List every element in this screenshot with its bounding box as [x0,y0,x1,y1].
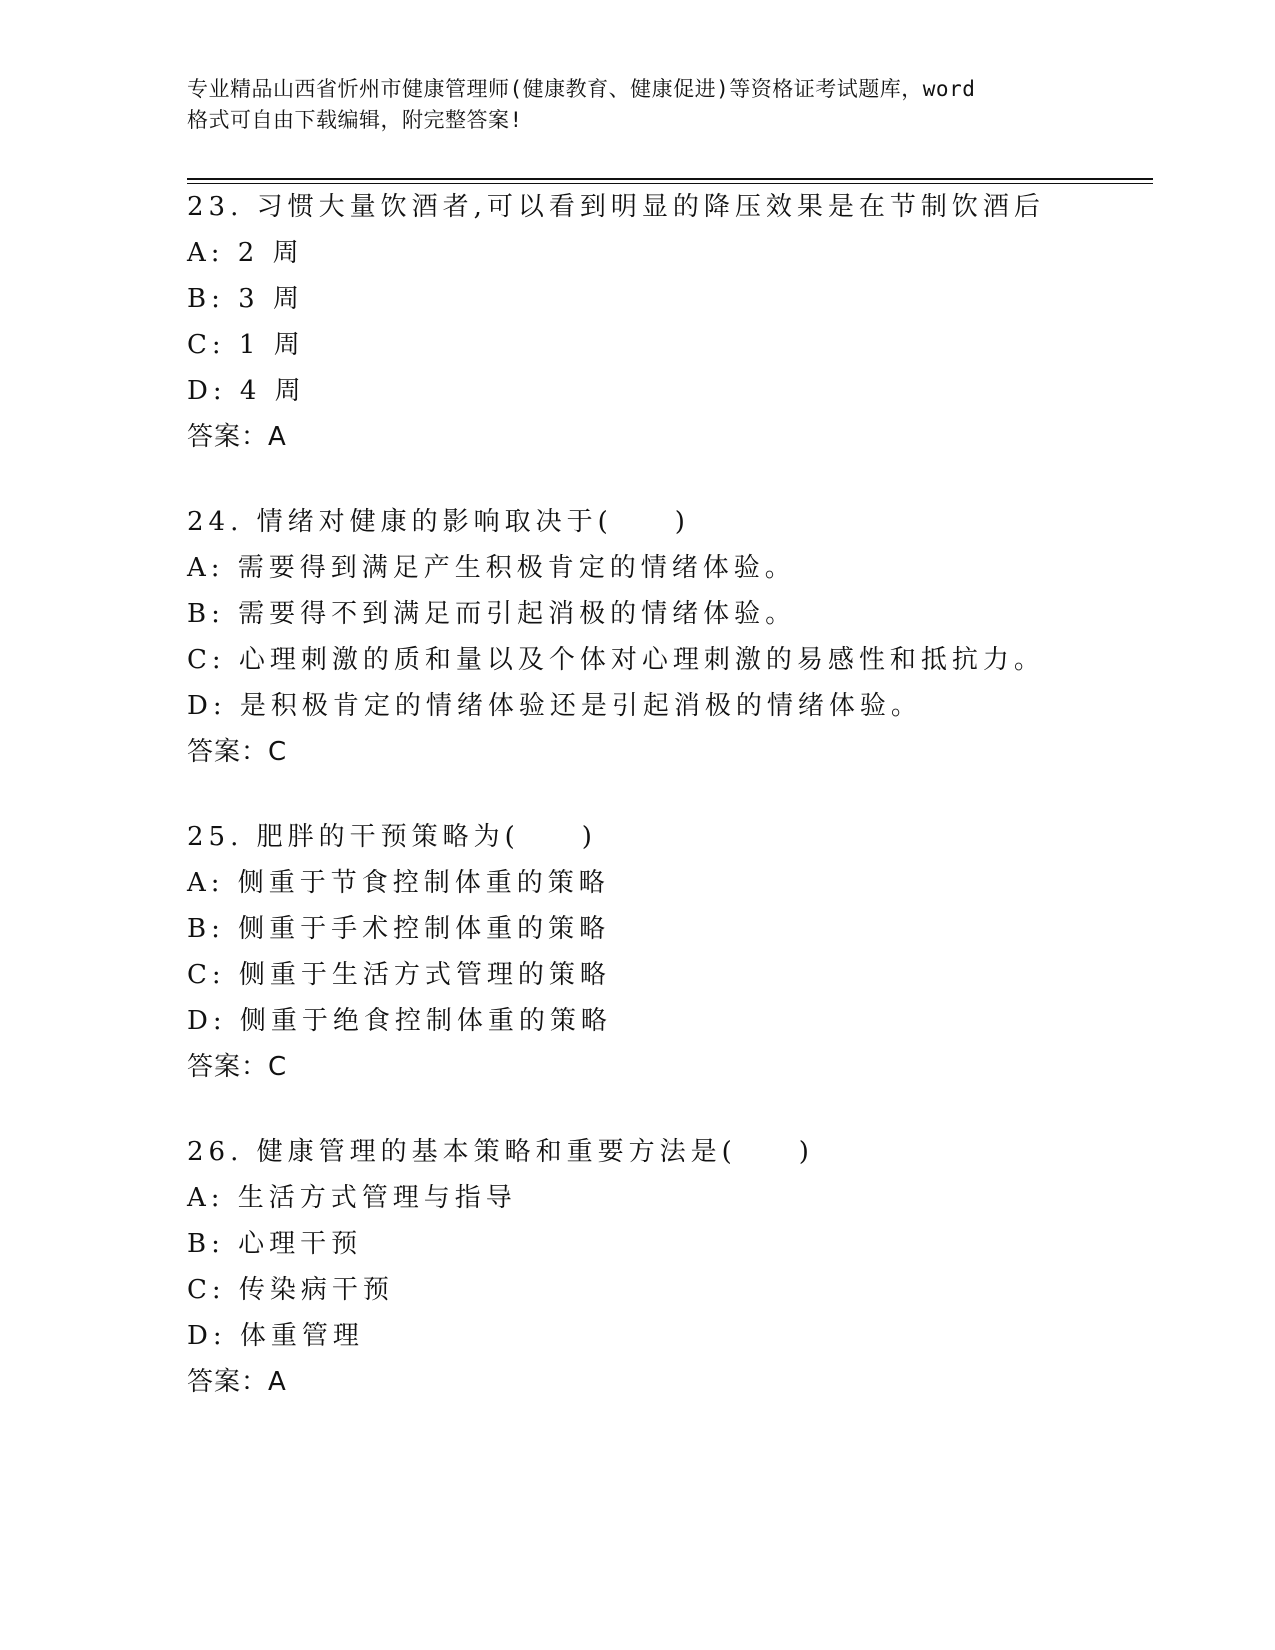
option-a: A: 2 周 [187,238,304,268]
document-header [187,74,1107,136]
option-d: D: 体重管理 [187,1321,364,1351]
option-d: D: 4 周 [187,376,306,406]
question-23 [187,184,1147,460]
option-a: A: 生活方式管理与指导 [187,1183,517,1213]
option-b: B: 3 周 [187,284,304,314]
option-a: A: 侧重于节食控制体重的策略 [187,868,610,898]
option-b: B: 需要得不到满足而引起消极的情绪体验。 [187,599,797,629]
answer-line: 答案：A [187,1367,287,1397]
option-a: A: 需要得到满足产生积极肯定的情绪体验。 [187,553,796,583]
question-stem: 24. 情绪对健康的影响取决于( ) [187,507,690,537]
answer-line: 答案：C [187,737,288,767]
question-25 [187,814,1147,1090]
question-stem: 23. 习惯大量饮酒者,可以看到明显的降压效果是在节制饮酒后 [187,192,1045,222]
question-stem: 25. 肥胖的干预策略为( ) [187,822,597,852]
answer-line: 答案：A [187,422,287,452]
question-stem: 26. 健康管理的基本策略和重要方法是( ) [187,1137,814,1167]
header-divider-thick [187,178,1153,180]
question-24 [187,499,1147,775]
option-d: D: 是积极肯定的情绪体验还是引起消极的情绪体验。 [187,691,922,721]
answer-line: 答案：C [187,1052,288,1082]
option-c: C: 传染病干预 [187,1275,394,1305]
option-b: B: 侧重于手术控制体重的策略 [187,914,611,944]
question-26 [187,1129,1147,1405]
header-line-1: 专业精品山西省忻州市健康管理师(健康教育、健康促进)等资格证考试题库，word [187,77,976,101]
option-c: C: 心理刺激的质和量以及个体对心理刺激的易感性和抵抗力。 [187,645,1045,675]
option-d: D: 侧重于绝食控制体重的策略 [187,1006,612,1036]
header-line-2: 格式可自由下载编辑，附完整答案! [187,108,523,132]
option-c: C: 侧重于生活方式管理的策略 [187,960,611,990]
option-b: B: 心理干预 [187,1229,363,1259]
option-c: C: 1 周 [187,330,305,360]
